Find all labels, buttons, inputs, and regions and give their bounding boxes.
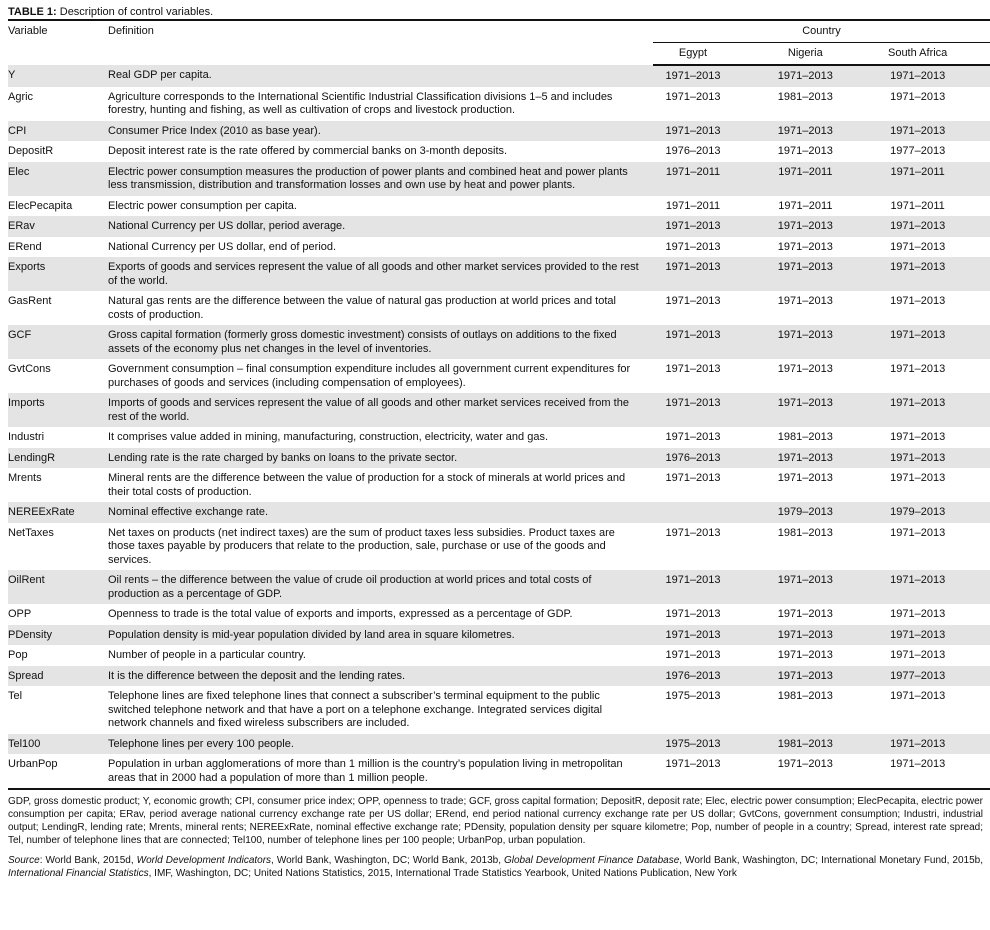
- header-definition: Definition: [108, 25, 154, 37]
- cell-definition: Telephone lines per every 100 people.: [108, 734, 653, 755]
- cell-variable: Industri: [8, 431, 45, 443]
- cell-south-africa: 1971–2013: [878, 257, 990, 291]
- cell-egypt: 1971–2013: [653, 216, 765, 237]
- cell-definition: It is the difference between the deposit and the lending rates.: [108, 666, 653, 687]
- table-row: [8, 754, 990, 788]
- header-egypt: Egypt: [653, 43, 765, 66]
- cell-egypt: [653, 502, 765, 523]
- table-row: [8, 87, 990, 121]
- cell-egypt: 1971–2013: [665, 526, 721, 539]
- cell-egypt: 1971–2013: [665, 758, 721, 770]
- cell-variable: ERend: [8, 240, 42, 253]
- cell-nigeria: 1971–2013: [777, 649, 833, 661]
- cell-nigeria: 1971–2011: [765, 162, 877, 196]
- cell-variable: LendingR: [8, 448, 108, 469]
- cell-definition: Population density is mid-year population divided by land area in square kilometres.: [108, 625, 653, 646]
- table-row: [8, 196, 990, 217]
- cell-south-africa: 1971–2013: [890, 295, 946, 307]
- cell-variable: GvtCons: [8, 363, 51, 375]
- table-row: [8, 237, 990, 258]
- header-nigeria: Nigeria: [765, 43, 877, 66]
- cell-egypt: 1971–2013: [653, 121, 765, 142]
- cell-south-africa: 1971–2013: [878, 570, 990, 604]
- cell-variable: ElecPecapita: [8, 199, 73, 212]
- table-row: [8, 141, 990, 162]
- cell-definition: Net taxes on products (net indirect taxes) are the sum of product taxes less subsidies. Product taxes are those taxes payable by producers that relate to the production, sale, purchase or use of the goods and services.: [108, 526, 615, 566]
- cell-definition: Government consumption – final consumption expenditure includes all government current expenditures for purchases of goods and services (including compensation of employees).: [108, 363, 631, 389]
- table-row: [8, 502, 990, 523]
- cell-variable: OPP: [8, 608, 32, 620]
- cell-variable: GasRent: [8, 295, 52, 307]
- table-row: [8, 523, 990, 571]
- cell-variable: Exports: [8, 257, 108, 291]
- cell-south-africa: 1971–2013: [878, 625, 990, 646]
- table-row: [8, 570, 990, 604]
- cell-egypt: 1971–2013: [665, 363, 721, 375]
- cell-definition: Telephone lines are fixed telephone lines that connect a subscriber’s terminal equipment to the public switched telephone network and that have a port on a telephone exchange. Integrated services digital network channels and fixed wireless subscribers are included.: [108, 690, 603, 729]
- table-row: [8, 686, 990, 734]
- cell-nigeria: 1971–2013: [765, 448, 877, 469]
- cell-definition: Agriculture corresponds to the International Scientific Industrial Classification divisions 1–5 and includes forestry, hunting and fishing, as well as cultivation of crops and livestock production.: [108, 90, 613, 116]
- table-row: [8, 666, 990, 687]
- cell-egypt: 1971–2013: [653, 325, 765, 359]
- table-row: [8, 604, 990, 625]
- cell-south-africa: 1971–2013: [890, 472, 946, 484]
- cell-south-africa: 1971–2013: [890, 608, 946, 620]
- cell-south-africa: 1971–2013: [890, 363, 946, 375]
- table-body: [8, 65, 990, 788]
- table-row: [8, 291, 990, 325]
- cell-variable: Pop: [8, 649, 28, 661]
- cell-egypt: 1971–2013: [653, 257, 765, 291]
- header-country: Country: [653, 20, 990, 43]
- cell-south-africa: 1971–2013: [890, 431, 946, 443]
- cell-definition: Real GDP per capita.: [108, 65, 653, 87]
- cell-definition: Gross capital formation (formerly gross domestic investment) consists of outlays on additions to the fixed assets of the economy plus net changes in the level of inventories.: [108, 325, 653, 359]
- table-row: [8, 121, 990, 142]
- cell-definition: Number of people in a particular country.: [108, 649, 306, 661]
- cell-egypt: 1971–2013: [665, 431, 721, 443]
- cell-south-africa: 1977–2013: [890, 145, 946, 157]
- cell-nigeria: 1971–2013: [777, 295, 833, 307]
- cell-nigeria: 1981–2013: [777, 90, 833, 103]
- cell-egypt: 1975–2013: [665, 690, 721, 702]
- cell-egypt: 1971–2013: [653, 570, 765, 604]
- cell-south-africa: 1971–2013: [890, 649, 946, 661]
- table-row: [8, 65, 990, 87]
- cell-nigeria: 1971–2013: [765, 393, 877, 427]
- cell-nigeria: 1971–2013: [765, 570, 877, 604]
- table-row: [8, 468, 990, 502]
- table-row: [8, 325, 990, 359]
- cell-definition: Openness to trade is the total value of exports and imports, expressed as a percentage of GDP.: [108, 608, 573, 620]
- cell-variable: Tel: [8, 690, 23, 702]
- table-row: [8, 359, 990, 393]
- cell-south-africa: 1971–2013: [890, 690, 946, 702]
- cell-south-africa: 1971–2013: [878, 325, 990, 359]
- cell-nigeria: 1971–2013: [777, 608, 833, 620]
- cell-egypt: 1971–2013: [653, 393, 765, 427]
- cell-variable: Y: [8, 65, 108, 87]
- cell-egypt: 1976–2013: [653, 448, 765, 469]
- cell-variable: GCF: [8, 325, 108, 359]
- table-row: [8, 393, 990, 427]
- cell-nigeria: 1971–2013: [765, 216, 877, 237]
- cell-definition: Population in urban agglomerations of more than 1 million is the country’s population living in metropolitan areas that in 2000 had a population of more than 1 million people.: [108, 758, 623, 784]
- cell-egypt: 1971–2013: [665, 608, 721, 620]
- cell-egypt: 1971–2011: [665, 199, 721, 212]
- table-row: [8, 216, 990, 237]
- cell-variable: CPI: [8, 121, 108, 142]
- cell-egypt: 1976–2013: [665, 145, 721, 157]
- table-row: [8, 257, 990, 291]
- cell-egypt: 1971–2013: [665, 240, 721, 253]
- cell-egypt: 1971–2013: [665, 90, 721, 103]
- cell-nigeria: 1981–2013: [777, 526, 833, 539]
- table-row: [8, 625, 990, 646]
- cell-variable: UrbanPop: [8, 758, 58, 770]
- cell-nigeria: 1971–2013: [765, 65, 877, 87]
- control-variables-table: [8, 19, 990, 788]
- cell-definition: Consumer Price Index (2010 as base year).: [108, 121, 653, 142]
- cell-definition: Exports of goods and services represent the value of all goods and other market services provided to the rest of the world.: [108, 257, 653, 291]
- cell-nigeria: 1981–2013: [765, 734, 877, 755]
- table-row: [8, 734, 990, 755]
- cell-nigeria: 1971–2013: [777, 472, 833, 484]
- cell-variable: DepositR: [8, 145, 54, 157]
- cell-definition: Deposit interest rate is the rate offered by commercial banks on 3-month deposits.: [108, 145, 508, 157]
- cell-egypt: 1975–2013: [653, 734, 765, 755]
- cell-south-africa: 1979–2013: [878, 502, 990, 523]
- cell-south-africa: 1971–2011: [890, 199, 945, 212]
- cell-variable: Imports: [8, 393, 108, 427]
- cell-south-africa: 1971–2013: [890, 90, 946, 103]
- cell-nigeria: 1971–2013: [777, 240, 833, 253]
- cell-egypt: 1971–2013: [665, 649, 721, 661]
- cell-egypt: 1971–2013: [653, 65, 765, 87]
- table-row: [8, 427, 990, 448]
- cell-variable: NetTaxes: [8, 526, 54, 539]
- cell-nigeria: 1981–2013: [777, 431, 833, 443]
- cell-nigeria: 1971–2011: [778, 199, 833, 212]
- cell-south-africa: 1971–2013: [878, 65, 990, 87]
- cell-south-africa: 1971–2013: [890, 526, 946, 539]
- cell-south-africa: 1977–2013: [878, 666, 990, 687]
- caption-text: Description of control variables.: [59, 6, 214, 18]
- cell-definition: Electric power consumption measures the production of power plants and combined heat and power plants less transmission, distribution and transformation losses and own use by heat and power plants.: [108, 162, 653, 196]
- cell-nigeria: 1971–2013: [777, 758, 833, 770]
- cell-variable: NEREExRate: [8, 502, 108, 523]
- cell-nigeria: 1971–2013: [765, 625, 877, 646]
- table-row: [8, 162, 990, 196]
- cell-definition: Nominal effective exchange rate.: [108, 502, 653, 523]
- cell-south-africa: 1971–2013: [878, 393, 990, 427]
- cell-south-africa: 1971–2013: [878, 121, 990, 142]
- cell-variable: Tel100: [8, 734, 108, 755]
- cell-definition: Natural gas rents are the difference between the value of natural gas production at world prices and total costs of production.: [108, 295, 616, 321]
- cell-nigeria: 1981–2013: [777, 690, 833, 702]
- cell-egypt: 1971–2013: [653, 625, 765, 646]
- cell-egypt: 1971–2013: [665, 295, 721, 307]
- table-figure: [8, 5, 990, 880]
- cell-definition: Imports of goods and services represent the value of all goods and other market services received from the rest of the world.: [108, 393, 653, 427]
- cell-definition: National Currency per US dollar, period average.: [108, 216, 653, 237]
- cell-egypt: 1976–2013: [653, 666, 765, 687]
- cell-definition: Lending rate is the rate charged by banks on loans to the private sector.: [108, 448, 653, 469]
- table-row: [8, 448, 990, 469]
- cell-nigeria: 1971–2013: [777, 145, 833, 157]
- cell-south-africa: 1971–2013: [878, 448, 990, 469]
- header-variable: Variable: [8, 25, 48, 37]
- cell-definition: National Currency per US dollar, end of period.: [108, 240, 337, 253]
- cell-nigeria: 1971–2013: [765, 325, 877, 359]
- cell-nigeria: 1971–2013: [777, 363, 833, 375]
- cell-definition: Mineral rents are the difference between the value of production for a stock of minerals at world prices and their total costs of production.: [108, 472, 626, 498]
- table-source: Source: World Bank, 2015d, World Development Indicators, World Bank, Washington, DC; World Bank, 2013b, Global Development Finance Database, World Bank, Washington, DC; International Monetary Fund, 2015b, International Financial Statistics, IMF, Washington, DC; United Nations Statistics, 2015, International Trade Statistics Yearbook, United Nations Publication, New York: [8, 855, 983, 879]
- cell-egypt: 1971–2013: [665, 472, 721, 484]
- cell-variable: Spread: [8, 666, 108, 687]
- cell-south-africa: 1971–2013: [878, 216, 990, 237]
- cell-variable: Agric: [8, 90, 34, 103]
- cell-south-africa: 1971–2013: [890, 758, 946, 770]
- cell-variable: PDensity: [8, 625, 108, 646]
- cell-nigeria: 1979–2013: [765, 502, 877, 523]
- cell-south-africa: 1971–2013: [890, 240, 946, 253]
- cell-variable: OilRent: [8, 570, 108, 604]
- table-caption: [8, 5, 990, 19]
- table-notes: GDP, gross domestic product; Y, economic growth; CPI, consumer price index; OPP, openness to trade; GCF, gross capital formation; DepositR, deposit rate; Elec, electric power consumption; ElecPecapita, electric power consumption per capita; ERav, period average national currency exchange rate per US dollar; ERend, end period national currency exchange rate per US dollar; GvtCons, government consumption; Industri, industrial output; LendingR, lending rate; Mrents, mineral rents; NEREExRate, nominal effective exchange rate; PDensity, population density per square kilometre; Pop, number of people in a country; Spread, interest rate spread; Tel, number of telephone lines that are connected; Tel100, number of telephone lines per 100 people; UrbanPop, urban population.: [8, 796, 983, 846]
- cell-nigeria: 1971–2013: [765, 121, 877, 142]
- table-row: [8, 645, 990, 666]
- cell-south-africa: 1971–2013: [878, 734, 990, 755]
- cell-south-africa: 1971–2011: [878, 162, 990, 196]
- cell-nigeria: 1971–2013: [765, 257, 877, 291]
- cell-definition: It comprises value added in mining, manufacturing, construction, electricity, water and gas.: [108, 431, 549, 443]
- cell-variable: Mrents: [8, 472, 42, 484]
- cell-variable: ERav: [8, 216, 108, 237]
- cell-definition: Oil rents – the difference between the value of crude oil production at world prices and total costs of production as a percentage of GDP.: [108, 570, 653, 604]
- cell-egypt: 1971–2011: [653, 162, 765, 196]
- caption-label: TABLE 1:: [8, 6, 57, 18]
- header-south-africa: South Africa: [878, 43, 990, 66]
- cell-variable: Elec: [8, 162, 108, 196]
- cell-nigeria: 1971–2013: [765, 666, 877, 687]
- cell-definition: Electric power consumption per capita.: [108, 199, 297, 212]
